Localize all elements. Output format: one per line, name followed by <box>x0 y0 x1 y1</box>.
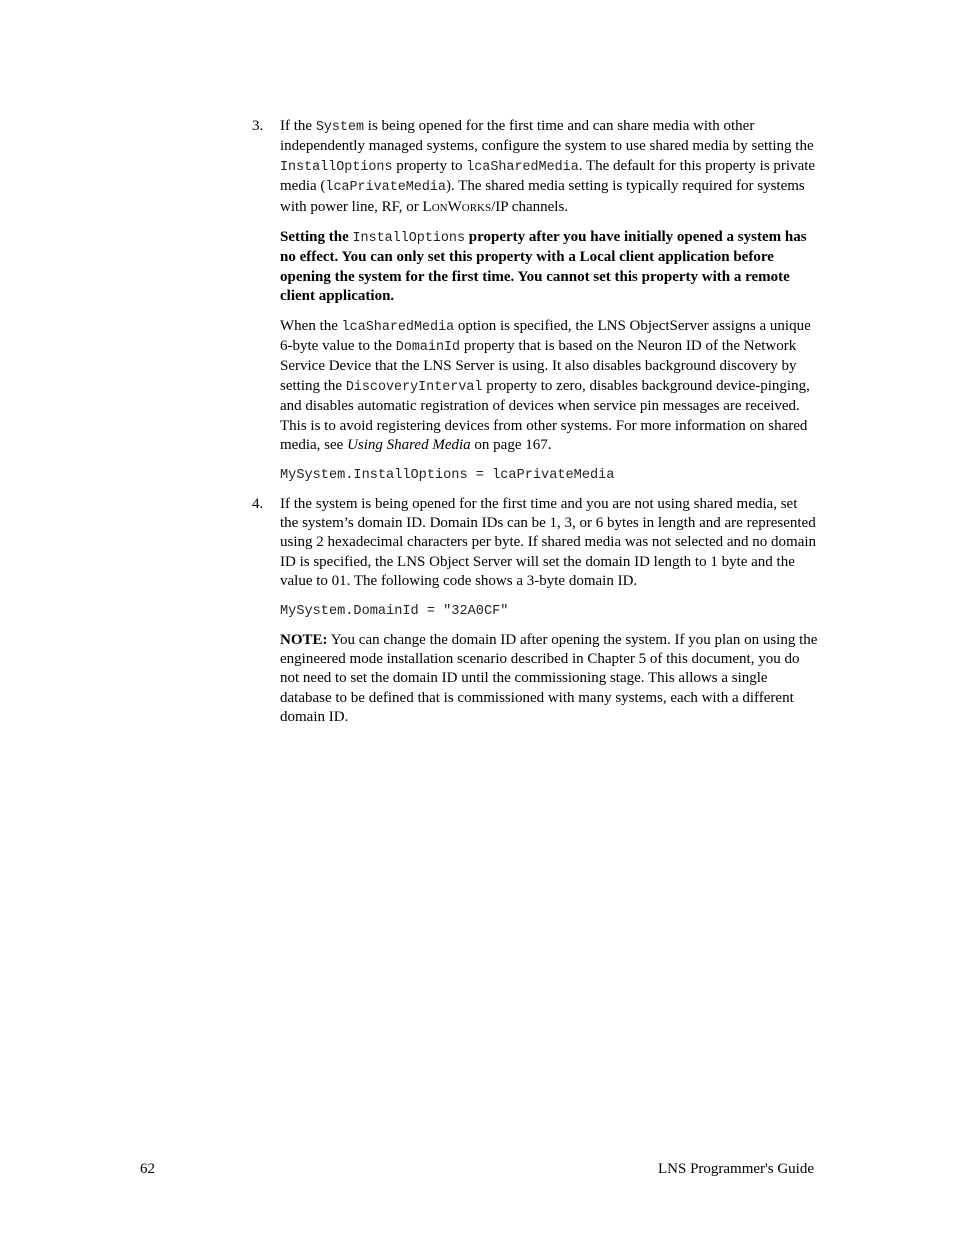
note-paragraph <box>280 631 818 728</box>
small-caps-text: ON <box>431 201 448 214</box>
text: option is specified, the LNS ObjectServer assigns a unique 6-byte value to the <box>280 317 811 355</box>
text: property to <box>392 157 467 174</box>
code-term-lcasharedmedia: lcaSharedMedia <box>466 159 579 175</box>
step3-shared-media-paragraph <box>280 317 818 456</box>
text: If the <box>280 118 316 134</box>
text: Setting the <box>280 229 353 246</box>
code-sample-domainid: MySystem.DomainId = "32A0CF" <box>280 603 509 619</box>
text: is being opened for the first time and can share media with other independently managed systems, configure the system to use shared media by setting the <box>280 118 814 155</box>
text: ). The shared media setting is typically required for systems with power line, RF, or L <box>280 178 805 215</box>
list-number: 3. <box>252 118 264 134</box>
code-term-domainid: DomainId <box>395 340 461 356</box>
code-term-lcaprivatemedia: lcaPrivateMedia <box>325 180 446 196</box>
page-number: 62 <box>140 1161 155 1177</box>
note-label: NOTE: <box>280 631 328 648</box>
footer-doc-title: LNS Programmer's Guide <box>657 1161 814 1177</box>
step4-paragraph: If the system is being opened for the first time and you are not using shared media, set the system’s domain ID. Domain IDs can be 1, 3, or 6 bytes in length and are represented using 2 hexadecimal characters per byte. If shared media was not selected and no domain ID is specified, the LNS Object Server will set the domain ID length to 1 byte and the value to 01. The following code shows a 3-byte domain ID. <box>280 495 817 590</box>
text: property after you have initially opened a system has no effect. You can only set this property with a Local client application before opening the system for the first time. You cannot set this property with a remote client application. <box>280 229 807 305</box>
code-term-discoveryinterval: DiscoveryInterval <box>345 379 483 395</box>
text: /IP channels. <box>491 198 569 215</box>
text: You can change the domain ID after opening the system. If you plan on using the engineered mode installation scenario described in Chapter 5 of this document, you do not need to set the domain ID until the commissioning stage. This allows a single database to be defined that is commissioned with many systems, each with a different domain ID. <box>280 631 818 726</box>
code-sample-installoptions: MySystem.InstallOptions = lcaPrivateMedia <box>280 467 615 483</box>
text: property to zero, disables background device-pinging, and disables automatic registration of devices when service pin messages are received. This is to avoid registering devices from other systems. For more information on shared media, see <box>280 377 810 454</box>
list-number: 4. <box>252 495 264 512</box>
list-item-step-4 <box>252 495 818 728</box>
step3-warning-paragraph <box>280 228 818 307</box>
code-term-installoptions: InstallOptions <box>280 159 393 175</box>
text: W <box>447 198 462 215</box>
text: property that is based on the Neuron ID of the Network Service Device that the LNS Server is using. It also disables background discovery by setting the <box>280 338 797 394</box>
list-item-step-3 <box>252 117 818 495</box>
step3-paragraph <box>280 117 818 218</box>
text: . The default for this property is private media ( <box>280 157 816 195</box>
text: When the <box>280 317 342 334</box>
small-caps-text: ORKS <box>461 201 492 214</box>
code-term-system: System <box>315 120 365 135</box>
cross-reference: Using Shared Media <box>347 437 471 454</box>
code-term-lcasharedmedia: lcaSharedMedia <box>341 319 455 335</box>
code-term-installoptions: InstallOptions <box>352 231 465 247</box>
page-content <box>252 117 818 728</box>
text: on page 167. <box>470 437 552 454</box>
